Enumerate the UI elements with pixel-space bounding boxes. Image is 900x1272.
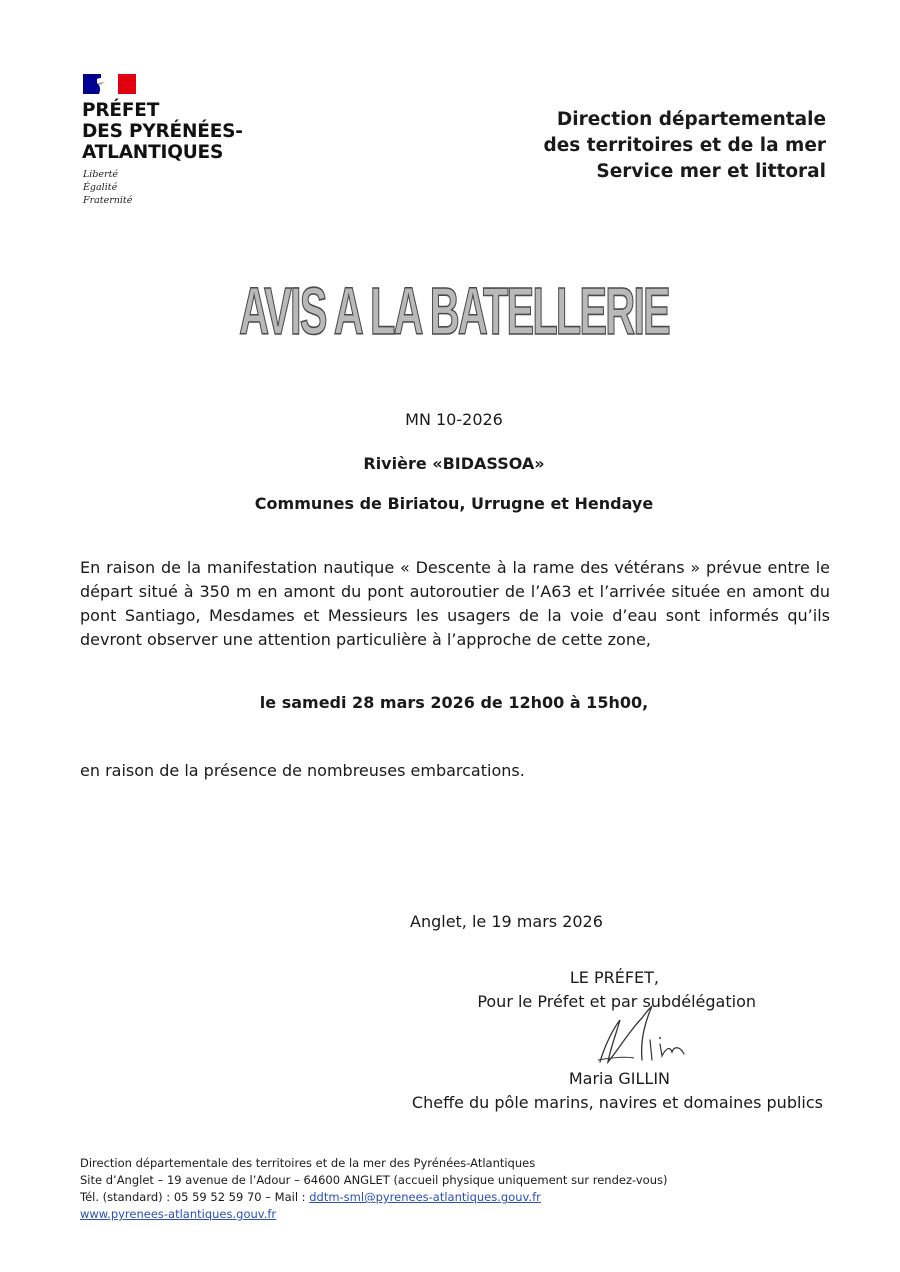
- motto-line: Liberté: [83, 169, 119, 180]
- footer-line: Direction départementale des territoires et de la mer des Pyrénées-Atlantiques: [80, 1156, 536, 1170]
- communes-line: Communes de Biriatou, Urrugne et Hendaye: [254, 494, 654, 513]
- prefecture-line: ATLANTIQUES: [82, 142, 224, 163]
- motto-line: Égalité: [83, 182, 118, 193]
- prefecture-line: PRÉFET: [82, 100, 160, 121]
- delegation-line: Pour le Préfet et par subdélégation: [477, 992, 756, 1011]
- prefecture-name: [82, 100, 243, 163]
- marianne-flag-logo: [83, 74, 136, 94]
- notice-body: En raison de la manifestation nautique « Descente à la rame des vétérans » prévue entre le départ situé à 350 m en amont du pont autoroutier de l’A63 et l’arrivée située en amont du pont Santiago, Mesdames et Messieurs les usagers de la voie d’eau sont informés qu’ils devront observer une attention particulière à l’approche de cette zone,: [80, 558, 830, 649]
- event-date: le samedi 28 mars 2026 de 12h00 à 15h00,: [259, 693, 649, 712]
- footer-phone-line: [80, 1189, 667, 1206]
- notice-title: AVIS A LA BATELLERIE: [239, 274, 669, 349]
- prefecture-line: DES PYRÉNÉES-: [82, 121, 243, 142]
- river-name: Rivière «BIDASSOA»: [363, 454, 545, 473]
- notice-reference: MN 10-2026: [405, 410, 503, 429]
- email-link[interactable]: ddtm-sml@pyrenees-atlantiques.gouv.fr: [309, 1190, 541, 1204]
- notice-reason: en raison de la présence de nombreuses embarcations.: [80, 761, 525, 780]
- signatory-name: Maria GILLIN: [568, 1069, 670, 1088]
- footer-contact: [80, 1155, 667, 1223]
- footer-phone: Tél. (standard) : 05 59 52 59 70 – Mail :: [80, 1190, 310, 1204]
- footer-line: Site d’Anglet – 19 avenue de l’Adour – 64600 ANGLET (accueil physique uniquement sur rendez-vous): [80, 1173, 668, 1187]
- place-and-date: Anglet, le 19 mars 2026: [410, 912, 603, 931]
- prefet-title: LE PRÉFET,: [569, 968, 659, 987]
- handwritten-signature: [590, 1000, 700, 1070]
- republic-motto: [83, 168, 132, 207]
- direction-line: des territoires et de la mer: [543, 135, 826, 156]
- motto-line: Fraternité: [83, 195, 133, 206]
- issuing-service: [543, 107, 826, 185]
- direction-line: Service mer et littoral: [596, 161, 826, 182]
- signatory-role: Cheffe du pôle marins, navires et domaines publics: [411, 1093, 823, 1112]
- website-link[interactable]: www.pyrenees-atlantiques.gouv.fr: [80, 1207, 277, 1221]
- direction-line: Direction départementale: [556, 109, 826, 130]
